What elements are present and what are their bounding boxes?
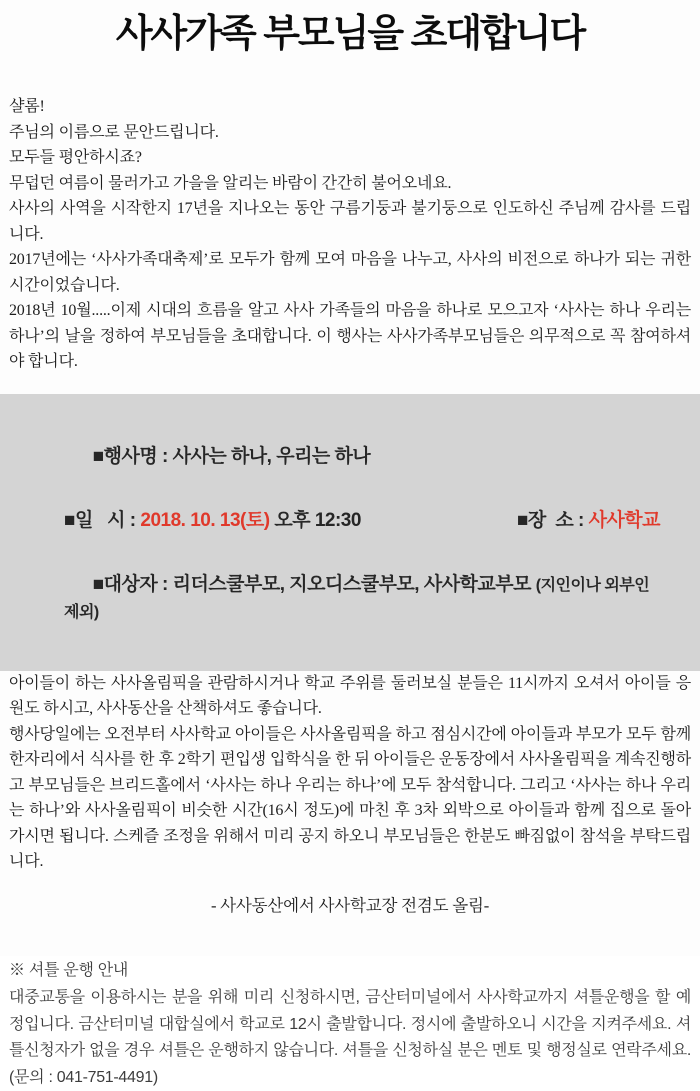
event-target-value: 리더스쿨부모, 지오디스쿨부모, 사사학교부모	[173, 574, 536, 595]
shuttle-notice	[0, 958, 700, 1091]
event-place-highlight: 사사학교	[589, 510, 660, 531]
event-datetime-label: ■일 시 :	[64, 510, 140, 531]
paragraph-olympic-visit: 아이들이 하는 사사올림픽을 관람하시거나 학교 주위를 둘러보실 분들은 11시까지 오셔서 아이들 응원도 하시고, 사사동산을 산책하셔도 좋습니다.	[9, 671, 691, 722]
event-name-text: ■행사명 : 사사는 하나, 우리는 하나	[93, 446, 371, 467]
greeting-line: 주님의 이름으로 문안드립니다.	[9, 120, 691, 146]
event-target-row	[64, 546, 660, 652]
event-details-box	[0, 394, 700, 671]
greeting-block	[9, 94, 691, 171]
paragraph-2017: 2017년에는 ‘사사가족대축제’로 모두가 함께 모여 마음을 나누고, 사사의 비전으로 하나가 되는 귀한 시간이었습니다.	[9, 247, 691, 298]
shuttle-notice-body: 대중교통을 이용하시는 분을 위해 미리 신청하시면, 금산터미널에서 사사학교까지 셔틀운행을 할 예정입니다. 금산터미널 대합실에서 학교로 12시 출발합니다. 정시에 출발하오니 시간을 지켜주세요. 셔틀신청자가 없을 경우 셔틀은 운행하지 않습니다. 셔틀을 신청하실 분은 멘토 및 행정실로 연락주세요. (문의 : 041-751-4491)	[9, 985, 691, 1091]
event-datetime-place-row	[64, 508, 660, 534]
letter-body-continued	[0, 671, 700, 918]
paragraph-season	[9, 171, 691, 248]
paragraph-event-day-schedule: 행사당일에는 오전부터 사사학교 아이들은 사사올림픽을 하고 점심시간에 아이들과 부모가 모두 함께 한자리에서 식사를 한 후 2학기 편입생 입학식을 한 뒤 아이들은 운동장에서 사사올림픽을 계속진행하고 부모님들은 브리드홀에서 ‘사사는 하나 우리는 하나’에 모두 참석합니다. 그리고 ‘사사는 하나 우리는 하나’와 사사올림픽이 비슷한 시간(16시 정도)에 마친 후 3차 외박으로 아이들과 함께 집으로 돌아가시면 됩니다. 스케즐 조정을 위해서 미리 공지 하오니 부모님들은 한분도 빠짐없이 참석을 부탁드립니다.	[9, 722, 691, 875]
event-place-label: ■장 소 :	[517, 510, 589, 531]
letter-body	[0, 94, 700, 375]
paragraph-season-line-1: 무덥던 여름이 물러가고 가을을 알리는 바람이 간간히 불어오네요.	[9, 171, 691, 197]
greeting-line: 모두들 평안하시죠?	[9, 145, 691, 171]
event-time: 오후 12:30	[270, 510, 361, 531]
shuttle-notice-heading: ※ 셔틀 운행 안내	[9, 958, 691, 985]
event-datetime	[64, 508, 361, 534]
event-target-note: (지인이나 외부인 제외)	[64, 577, 653, 621]
signoff-line: - 사사동산에서 사사학교장 전겸도 올림-	[9, 893, 691, 918]
event-target-label: ■대상자 :	[93, 574, 173, 595]
event-date-highlight: 2018. 10. 13(토)	[140, 510, 269, 531]
paragraph-2018-invite: 2018년 10월.....이제 시대의 흐름을 알고 사사 가족들의 마음을 하나로 모으고자 ‘사사는 하나 우리는 하나’의 날을 정하여 부모님들을 초대합니다. 이 행사는 사사가족부모님들은 의무적으로 꼭 참여하셔야 합니다.	[9, 298, 691, 375]
event-name-row	[64, 418, 660, 496]
page-title: 사사가족 부모님을 초대합니다	[0, 0, 700, 60]
paragraph-season-line-2: 사사의 사역을 시작한지 17년을 지나오는 동안 구름기둥과 불기둥으로 인도하신 주님께 감사를 드립니다.	[9, 196, 691, 247]
event-place	[517, 508, 660, 534]
greeting-line: 샬롬!	[9, 94, 691, 120]
